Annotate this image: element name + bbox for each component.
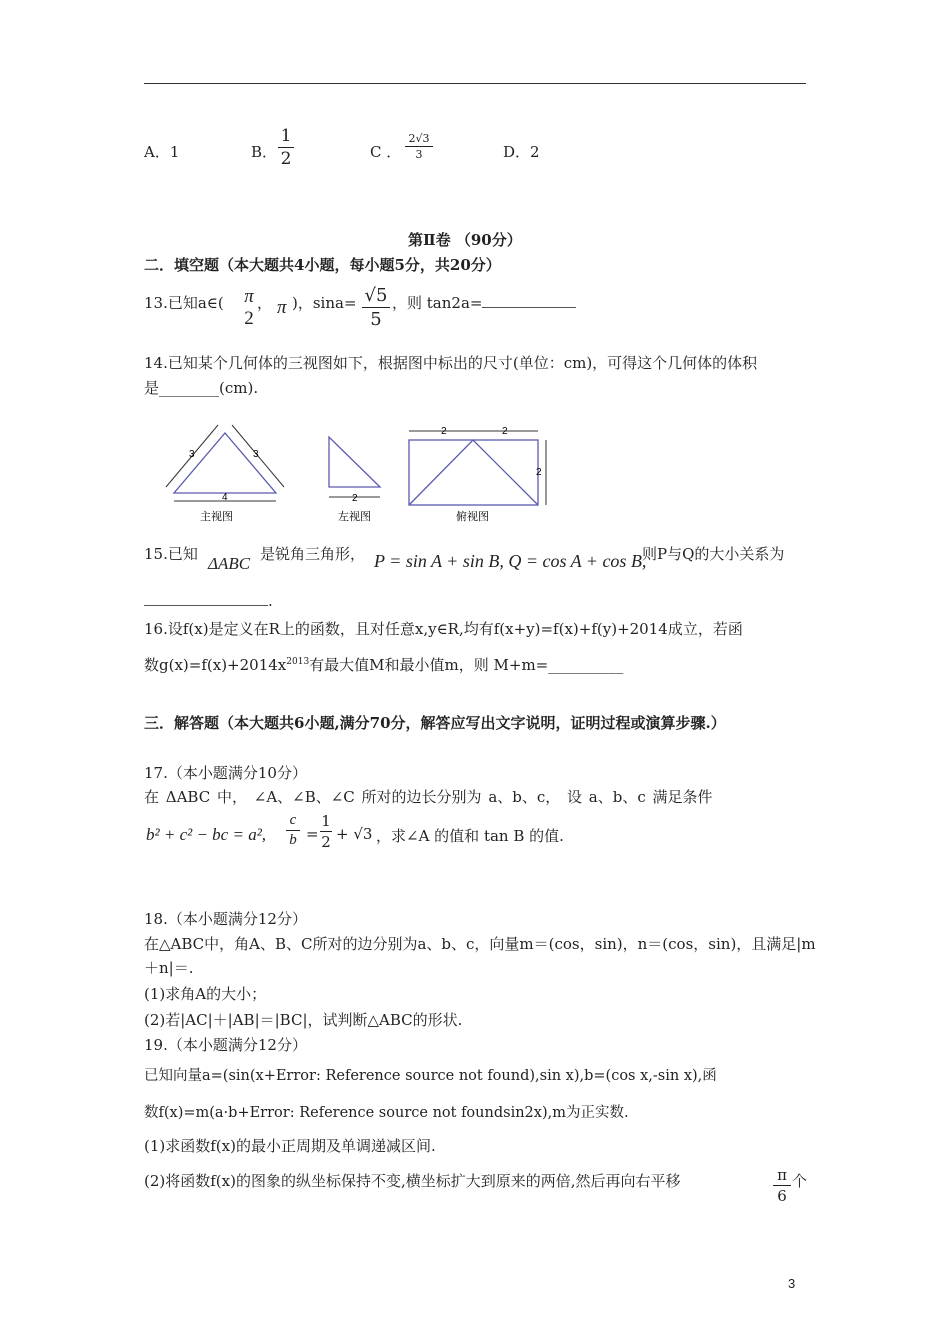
q16-line2 [144, 654, 623, 675]
q13-two: 2 [244, 308, 254, 329]
side-view-triangle [329, 437, 380, 487]
q13-suffix-text: ，则 tan2a= [392, 294, 483, 312]
q15-triangle: ΔABC [208, 554, 251, 573]
q17-eq-rest: + √3 [336, 825, 373, 843]
q17-frac-1-over-2 [320, 812, 332, 851]
q15-suffix: 则P与Q的大小关系为 [642, 545, 785, 563]
q13-answer-blank[interactable] [482, 307, 576, 308]
top-dim-2b: 2 [502, 426, 508, 437]
header-rule [144, 83, 806, 84]
front-view-label: 主视图 [200, 510, 233, 523]
fraction-bar [286, 830, 300, 831]
q17-line1: 在 ΔABC 中， ∠A、∠B、∠C 所对的边长分别为 a、b、c， 设 a、b、c 满足条件 [144, 788, 713, 806]
q13-prefix: 13.已知a∈( [144, 294, 224, 312]
q14-line1: 14.已知某个几何体的三视图如下，根据图中标出的尺寸(单位：cm)，可得这个几何体的体积 [144, 354, 758, 372]
part2-title: 第Ⅱ卷 （90分） [408, 231, 522, 249]
option-d: D．2 [503, 143, 540, 161]
q19-tail: 个 [792, 1172, 808, 1190]
fraction-bar [773, 1185, 791, 1186]
front-dim-3a: 3 [189, 449, 195, 460]
q16-line2-b: 有最大值M和最小值m，则 M+m= [309, 656, 549, 674]
q13-comma: ， [257, 294, 273, 312]
q13-suffix [392, 292, 576, 313]
top-view-triangle [409, 440, 538, 505]
side-view-label: 左视图 [338, 510, 371, 523]
q16-exponent: 2013 [286, 657, 310, 667]
top-dim-2c: 2 [536, 467, 542, 478]
q18-header: 18.（本小题满分12分） [144, 910, 307, 928]
option-a: A．1 [144, 143, 180, 161]
q19-six: 6 [777, 1187, 787, 1205]
q17-frac-b: b [289, 832, 297, 848]
q13-sqrt5: √5 [364, 285, 388, 306]
q19-pi: π [777, 1166, 787, 1184]
q18-line1: 在△ABC中，角A、B、C所对的边分别为a、b、c，向量m＝(cos，sin)，n＝(cos，sin)，且满足|m [144, 935, 816, 953]
q17-eq1: b² + c² − bc = a², [146, 825, 267, 844]
q15-tail: . [268, 592, 273, 610]
q19-line1: 已知向量a=(sin(x+Error: Reference source not found),sin x),b=(cos x,-sin x),函 [144, 1068, 717, 1084]
q15-answer [144, 592, 273, 610]
front-dim-3b: 3 [253, 449, 259, 460]
option-b-fraction [278, 126, 294, 169]
q13-mid: )，sina= [292, 294, 357, 312]
option-c-fraction [405, 132, 433, 161]
q17-frac-2: 2 [321, 833, 331, 851]
side-dim-2: 2 [352, 493, 358, 504]
part2-section-title: 二．填空题（本大题共4小题，每小题5分，共20分） [144, 256, 501, 274]
option-c-prefix: C ． [370, 143, 402, 161]
q19-header: 19.（本小题满分12分） [144, 1036, 307, 1054]
q18-line2: ＋n|＝. [144, 959, 194, 977]
q17-header: 17.（本小题满分10分） [144, 764, 307, 782]
top-view-rect [409, 440, 538, 505]
q13-pi: π [244, 286, 254, 307]
fraction-bar [320, 831, 332, 832]
q19-line2: 数f(x)=m(a·b+Error: Reference source not foundsin2x),m为正实数. [144, 1105, 629, 1121]
q15-prefix: 15.已知 [144, 545, 198, 563]
q16-blank[interactable]: __________ [548, 656, 624, 674]
top-dim-2a: 2 [441, 426, 447, 437]
option-c-denominator: 3 [415, 148, 423, 161]
q14-line2: 是________(cm). [144, 379, 259, 397]
q19-line3: (1)求函数f(x)的最小正周期及单调递减区间. [144, 1137, 436, 1155]
q17-equals: = [306, 825, 319, 843]
q19-pi-over-6 [773, 1166, 791, 1205]
fraction-bar [278, 147, 294, 148]
option-b-numerator: 1 [280, 126, 292, 146]
q15-answer-blank[interactable] [144, 605, 268, 606]
top-view-label: 俯视图 [456, 510, 489, 523]
part3-section-title: 三．解答题（本大题共6小题,满分70分，解答应写出文字说明，证明过程或演算步骤.） [144, 714, 726, 732]
front-dim-4: 4 [222, 492, 228, 503]
q17-frac-c-over-b [286, 812, 300, 849]
q17-frac-c: c [289, 812, 297, 828]
fraction-bar [405, 146, 433, 147]
q15-formula: P = sin A + sin B, Q = cos A + cos B, [374, 551, 647, 571]
q13-five: 5 [370, 309, 382, 330]
front-view-triangle [174, 433, 276, 493]
q18-line3: (1)求角A的大小； [144, 985, 267, 1003]
page-number: 3 [788, 1276, 796, 1291]
fraction-bar [362, 307, 390, 308]
q15-mid: 是锐角三角形， [260, 545, 366, 563]
option-b-prefix: B． [251, 143, 278, 161]
three-view-diagram [160, 415, 560, 525]
q19-line4: (2)将函数f(x)的图象的纵坐标保持不变,横坐标扩大到原来的两倍,然后再向右平移 [144, 1172, 681, 1190]
q17-line2-suffix: ，求∠A 的值和 tan B 的值. [376, 827, 564, 845]
q13-sqrt5-over-5 [362, 285, 390, 330]
q18-line4: (2)若|AC|＋|AB|＝|BC|，试判断△ABC的形状. [144, 1011, 463, 1029]
q16-line1: 16.设f(x)是定义在R上的函数，且对任意x,y∈R,均有f(x+y)=f(x)+f(y)+2014成立，若函 [144, 620, 743, 638]
option-b-denominator: 2 [280, 149, 292, 169]
q17-frac-1: 1 [321, 812, 331, 830]
q16-line2-a: 数g(x)=f(x)+2014x [144, 656, 287, 674]
q13-pi2: π [277, 297, 287, 318]
q13-pi-over-2 [239, 286, 259, 330]
option-c-numerator: 2√3 [408, 132, 430, 145]
